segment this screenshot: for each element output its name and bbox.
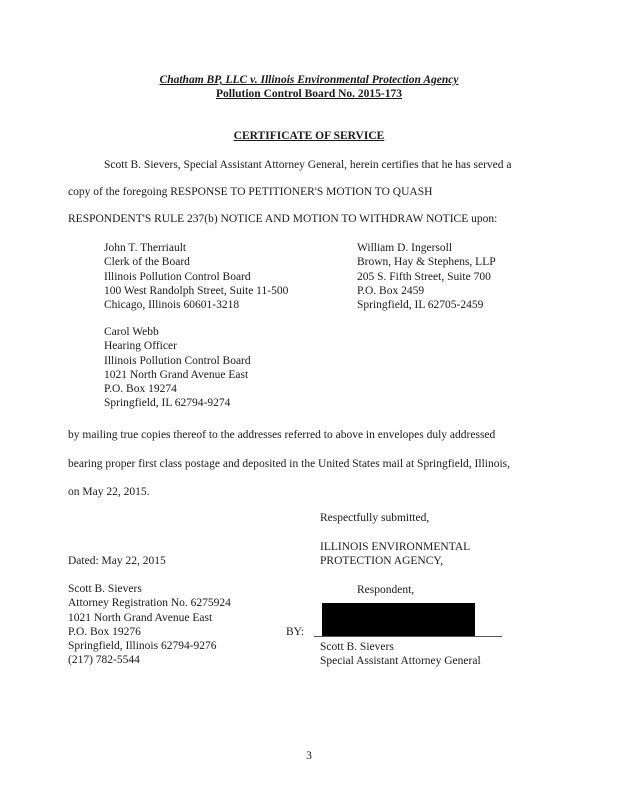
address-line: Illinois Pollution Control Board (104, 270, 251, 283)
address-line: Carol Webb (104, 326, 159, 338)
signer-title: Special Assistant Attorney General (320, 655, 481, 667)
service-line-1: by mailing true copies thereof to the addresses referred to above in envelopes duly addressed (68, 429, 496, 441)
address-line: Clerk of the Board (104, 256, 190, 269)
address-line: Springfield, IL 62794-9274 (104, 397, 231, 410)
address-line: P.O. Box 2459 (357, 284, 425, 297)
page-number: 3 (306, 750, 312, 762)
certificate-line-1: Scott B. Sievers, Special Assistant Attorney General, herein certifies that he has served a (104, 159, 512, 171)
attorney-line: (217) 782-5544 (68, 654, 140, 667)
address-line: P.O. Box 19274 (104, 383, 177, 396)
attorney-contact-block (68, 582, 231, 668)
address-line: Hearing Officer (104, 340, 177, 353)
certificate-line-2: copy of the foregoing RESPONSE TO PETITIONER'S MOTION TO QUASH (68, 186, 433, 198)
respondent-label: Respondent, (357, 584, 415, 596)
service-line-3: on May 22, 2015. (68, 486, 150, 498)
address-line: 100 West Randolph Street, Suite 11-500 (104, 284, 289, 297)
attorney-line: Springfield, Illinois 62794-9276 (68, 640, 217, 653)
attorney-line: Attorney Registration No. 6275924 (68, 597, 231, 610)
agency-name-line-1: ILLINOIS ENVIRONMENTAL (320, 541, 471, 553)
docket-number: Pollution Control Board No. 2015-173 (215, 88, 403, 100)
respectfully-submitted: Respectfully submitted, (320, 512, 430, 524)
attorney-line: P.O. Box 19276 (68, 625, 141, 638)
redacted-signature (322, 603, 475, 636)
address-line: Brown, Hay & Stephens, LLP (357, 256, 496, 269)
attorney-line: 1021 North Grand Avenue East (68, 611, 213, 624)
dated-line: Dated: May 22, 2015 (68, 555, 166, 567)
address-line: Chicago, Illinois 60601-3218 (104, 299, 240, 312)
address-line: John T. Therriault (104, 242, 187, 254)
attorney-line: Scott B. Sievers (68, 583, 142, 595)
recipient-ingersoll (357, 241, 496, 312)
certificate-title: CERTIFICATE OF SERVICE (233, 130, 385, 142)
address-line: 205 S. Fifth Street, Suite 700 (357, 270, 491, 283)
signer-name: Scott B. Sievers (320, 641, 394, 653)
address-line: Springfield, IL 62705-2459 (357, 299, 484, 312)
signature-line (314, 636, 502, 637)
agency-name-line-2: PROTECTION AGENCY, (320, 555, 444, 567)
address-line: William D. Ingersoll (357, 242, 453, 254)
by-label: BY: (286, 626, 305, 638)
recipient-therriault (104, 241, 288, 312)
recipient-webb (104, 325, 251, 411)
address-line: Illinois Pollution Control Board (104, 354, 251, 367)
certificate-line-3: RESPONDENT'S RULE 237(b) NOTICE AND MOTION TO WITHDRAW NOTICE upon: (68, 213, 498, 225)
service-line-2: bearing proper first class postage and deposited in the United States mail at Springfield, Illinois, (68, 458, 511, 470)
address-line: 1021 North Grand Avenue East (104, 368, 249, 381)
case-caption: Chatham BP, LLC v. Illinois Environmental Protection Agency (159, 74, 459, 86)
